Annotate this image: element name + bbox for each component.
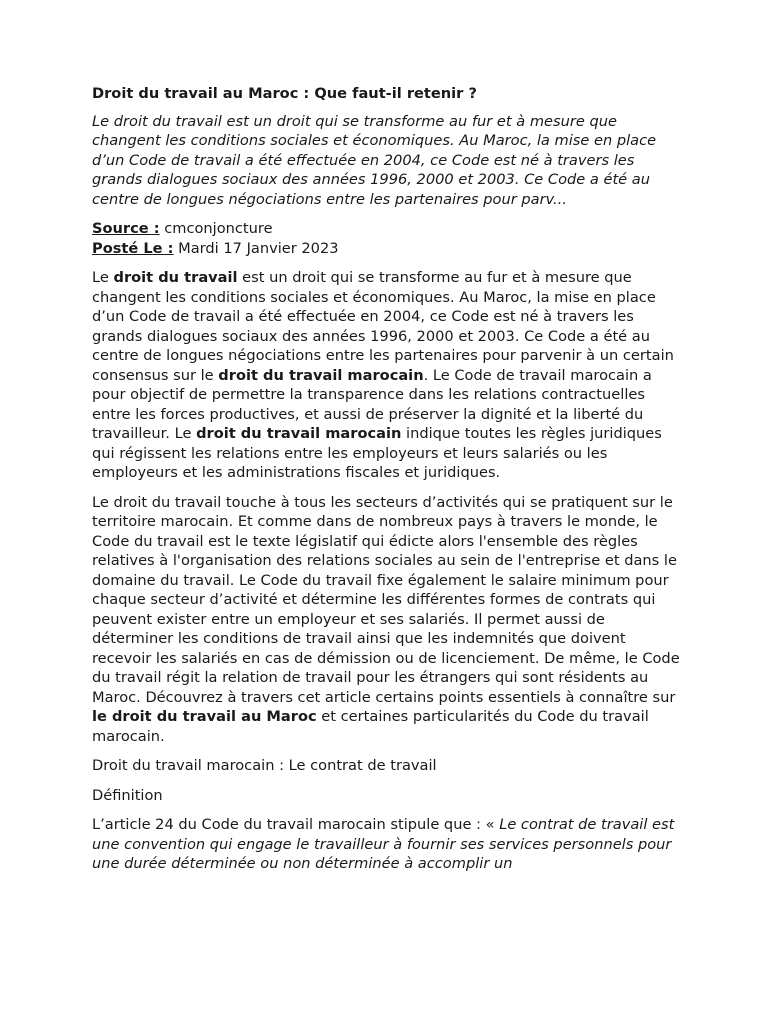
p1-text-3: . Le Code de travail marocain a pour objectif de permettre la transparence dans les relations contractuelles entre les forces productives, et aussi de préserver la dignité et la liberté du travailleur. Le (92, 366, 652, 442)
body-paragraph-2 (92, 493, 682, 747)
article-summary: Le droit du travail est un droit qui se transforme au fur et à mesure que changent les conditions sociales et économiques. Au Maroc, la mise en place d’un Code de travail a été effectuée en 2004, ce Code est né à travers les grands dialogues sociaux des années 1996, 2000 et 2003. Ce Code a été au centre de longues négociations entre les partenaires pour parv... (92, 112, 657, 208)
article-meta (92, 219, 682, 258)
subsection-heading: Définition (92, 786, 163, 804)
body-paragraph-1 (92, 268, 682, 483)
p2-text-1: Le droit du travail touche à tous les secteurs d’activités qui se pratiquent sur le territoire marocain. Et comme dans de nombreux pays à travers le monde, le Code du travail est le texte législatif qui édicte alors l'ensemble des règles relatives à l'organisation des relations sociales au sein de l'entreprise et dans le domaine du travail. Le Code du travail fixe également le salaire minimum pour chaque secteur d’activité et détermine les différentes formes de contrats qui peuvent exister entre un employeur et ses salariés. Il permet aussi de déterminer les conditions de travail ainsi que les indemnités que doivent recevoir les salariés en cas de démission ou de licenciement. De même, le Code du travail régit la relation de travail pour les étrangers qui sont résidents au Maroc. Découvrez à travers cet article certains points essentiels à connaître sur (92, 493, 680, 706)
source-label: Source : (92, 220, 160, 237)
article-title: Droit du travail au Maroc : Que faut-il retenir ? (92, 85, 477, 102)
p1-text-1: Le (92, 269, 114, 286)
posted-label: Posté Le : (92, 239, 174, 257)
p2-bold-1: le droit du travail au Maroc (92, 708, 317, 725)
p1-text-4: indique toutes les règles juridiques qui régissent les relations entre les employeurs et leurs salariés ou les employeurs et les administrations fiscales et juridiques. (92, 425, 662, 481)
posted-date: Mardi 17 Janvier 2023 (178, 239, 339, 257)
p1-bold-1: droit du travail (113, 269, 238, 286)
body-paragraph-3 (92, 815, 682, 874)
source-value: cmconjoncture (164, 220, 273, 237)
document-page (92, 84, 682, 884)
p3-text-1: L’article 24 du Code du travail marocain stipule que : « (92, 816, 500, 833)
p2-text-2: et certaines particularités du Code du travail marocain. (92, 708, 649, 745)
p3-italic-1: Le contrat de travail est une convention qui engage le travailleur à fournir ses services personnels pour une durée déterminée ou non déterminée à accomplir un (92, 816, 675, 872)
posted-line (92, 239, 682, 259)
p1-bold-3: droit du travail marocain (196, 425, 402, 442)
p1-text-2: est un droit qui se transforme au fur et à mesure que changent les conditions sociales et économiques. Au Maroc, la mise en place d’un Code de travail a été effectuée en 2004, ce Code est né à travers les grands dialogues sociaux des années 1996, 2000 et 2003. Ce Code a été au centre de longues négociations entre les partenaires pour parvenir à un certain consensus sur le (92, 269, 674, 384)
p1-bold-2: droit du travail marocain (218, 366, 424, 384)
section-heading: Droit du travail marocain : Le contrat de travail (92, 757, 437, 774)
source-line (92, 219, 682, 239)
